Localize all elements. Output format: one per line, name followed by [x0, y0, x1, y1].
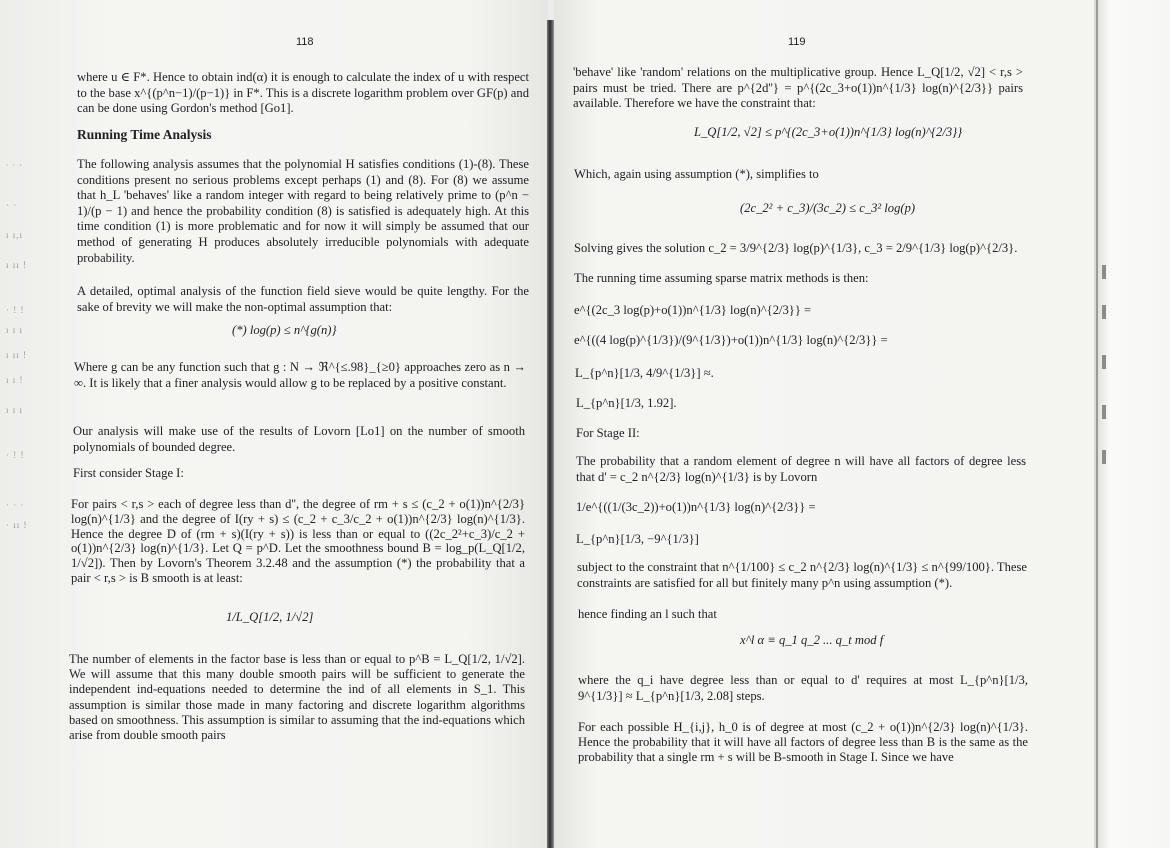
congruence-formula: x^l α ≡ q_1 q_2 ... q_t mod f — [740, 633, 884, 647]
book-gutter — [547, 20, 554, 848]
left-paragraph-5: First consider Stage I: — [73, 466, 184, 480]
right-paragraph-9: where the q_i have degree less than or equal to d' requires at most L_{p^n}[1/3, 9^{1/3}] ≈ L_{p^n}[1/3, 2.08] steps. — [578, 673, 1028, 703]
edge-tick — [1102, 450, 1106, 464]
left-page-number: 118 — [296, 36, 314, 48]
right-paragraph-4: The running time assuming sparse matrix methods is then: — [574, 271, 869, 285]
section-heading: Running Time Analysis — [77, 127, 212, 142]
right-paragraph-10: For each possible H_{i,j}, h_0 is of degree at most (c_2 + o(1))n^{2/3} log(n)^{1/3}. Hence the probability that it will have all factors of degree less than B is the same as the probability that a single rm + s will be B-smooth in Stage I. Since we have — [578, 720, 1028, 764]
left-paragraph-7: The number of elements in the factor base is less than or equal to p^B = L_Q[1/2, 1/√2]. We will assume that this many double smooth pairs will be sufficient to generate the independent ind-equations needed to determine the ind of all elements in S_1. This assumption is similar those made in many factoring and discrete logarithm algorithms based on smoothness. This assumption is similar to assuming that the ind-equations which arise from double smooth pairs — [69, 652, 525, 743]
page-edge-background — [1094, 0, 1170, 848]
left-paragraph-2: A detailed, optimal analysis of the function field sieve would be quite lengthy. For the sake of brevity we will make the non-optimal assumption that: — [77, 284, 529, 314]
edge-tick — [1102, 355, 1106, 369]
left-intro-paragraph: where u ∈ F*. Hence to obtain ind(α) it is enough to calculate the index of u with respect to the base x^{(p^n−1)/(p−1)} in F*. This is a discrete logarithm problem over GF(p) and can be done using Gordon's method [Go1]. — [77, 70, 529, 116]
stage-two-eq-2: L_{p^n}[1/3, −9^{1/3}] — [576, 532, 699, 546]
left-paragraph-1: The following analysis assumes that the polynomial H satisfies conditions (1)-(8). These conditions present no serious problems except perhaps (1) and (8). For (8) we assume that h_L 'behaves' like a random integer with regard to being relatively prime to (p^n − 1)/(p − 1) and hence the probability condition (8) is satisfied is adequately high. At this time condition (1) is more problematic and for now it will simply be assumed that our method of generating H produces absolutely irreducible polynomials with adequate probability. — [77, 157, 529, 265]
right-paragraph-1: 'behave' like 'random' relations on the multiplicative group. Hence L_Q[1/2, √2] < r,s > pairs must be tried. There are p^{2d''} = p^{(2c_3+o(1))n^{1/3} log(n)^{2/3}} pairs available. Therefore we have the constraint that: — [573, 65, 1023, 111]
edge-tick — [1102, 265, 1106, 279]
page-edge-line — [1096, 0, 1098, 848]
assumption-formula: (*) log(p) ≤ n^{g(n)} — [232, 323, 337, 337]
right-paragraph-2: Which, again using assumption (*), simplifies to — [574, 167, 819, 181]
running-time-eq-1: e^{(2c_3 log(p)+o(1))n^{1/3} log(n)^{2/3}} = — [574, 303, 812, 317]
right-page-number: 119 — [788, 36, 806, 48]
running-time-eq-4: L_{p^n}[1/3, 1.92]. — [576, 396, 677, 410]
left-paragraph-6: For pairs < r,s > each of degree less than d'', the degree of rm + s ≤ (c_2 + o(1))n^{2/3} log(n)^{1/3} and the degree of I(ry + s) ≤ (c_2 + c_3/c_2 + o(1))n^{2/3} log(n)^{1/3}. Hence the degree D of (rm + s)(I(ry + s)) is less than or equal to ((2c_2²+c_3)/c_2 + o(1))n^{2/3} log(n)^{1/3}. Let Q = p^D. Let the smoothness bound B = log_p(L_Q[1/2, 1/√2]). Then by Lovorn's Theorem 3.2.48 and the assumption (*) the probability that a pair < r,s > is B smooth is at least: — [71, 497, 525, 585]
probability-formula: 1/L_Q[1/2, 1/√2] — [226, 610, 314, 624]
running-time-eq-3: L_{p^n}[1/3, 4/9^{1/3}] ≈. — [575, 366, 714, 380]
margin-bleed-marks: ∙ ∙ · · · ı ı,ı ı ıı ! · ! ! ı ı ı ı ıı ! ı ı ! ı ı ı · ! ! · · · · ıı ! — [6, 160, 28, 530]
left-paragraph-4: Our analysis will make use of the results of Lovorn [Lo1] on the number of smooth polynomials of bounded degree. — [73, 424, 525, 454]
right-paragraph-3: Solving gives the solution c_2 = 3/9^{2/3} log(p)^{1/3}, c_3 = 2/9^{1/3} log(p)^{2/3}. — [574, 241, 1018, 255]
right-paragraph-7: subject to the constraint that n^{1/100} ≤ c_2 n^{2/3} log(n)^{1/3} ≤ n^{99/100}. These constraints are satisfied for all but finitely many p^n using assumption (*). — [577, 560, 1027, 590]
simplified-formula: (2c_2² + c_3)/(3c_2) ≤ c_3² log(p) — [740, 201, 916, 215]
left-page — [0, 0, 548, 848]
running-time-eq-2: e^{((4 log(p)^{1/3})/(9^{1/3})+o(1))n^{1/3} log(n)^{2/3}} = — [574, 333, 888, 347]
left-paragraph-3: Where g can be any function such that g : N → ℜ^{≤.98}_{≥0} approaches zero as n → ∞. It is likely that a finer analysis would allow g to be replaced by a positive constant. — [74, 360, 526, 390]
edge-tick — [1102, 405, 1106, 419]
right-page — [554, 0, 1094, 848]
right-paragraph-6: The probability that a random element of degree n will have all factors of degree less that d' = c_2 n^{2/3} log(n)^{1/3} is by Lovorn — [576, 454, 1026, 484]
constraint-formula: L_Q[1/2, √2] ≤ p^{(2c_3+o(1))n^{1/3} log(n)^{2/3}} — [694, 125, 963, 139]
right-paragraph-5: For Stage II: — [576, 426, 640, 440]
edge-tick — [1102, 305, 1106, 319]
stage-two-eq-1: 1/e^{((1/(3c_2))+o(1))n^{1/3} log(n)^{2/3}} = — [576, 500, 816, 514]
right-paragraph-8: hence finding an l such that — [578, 607, 717, 621]
